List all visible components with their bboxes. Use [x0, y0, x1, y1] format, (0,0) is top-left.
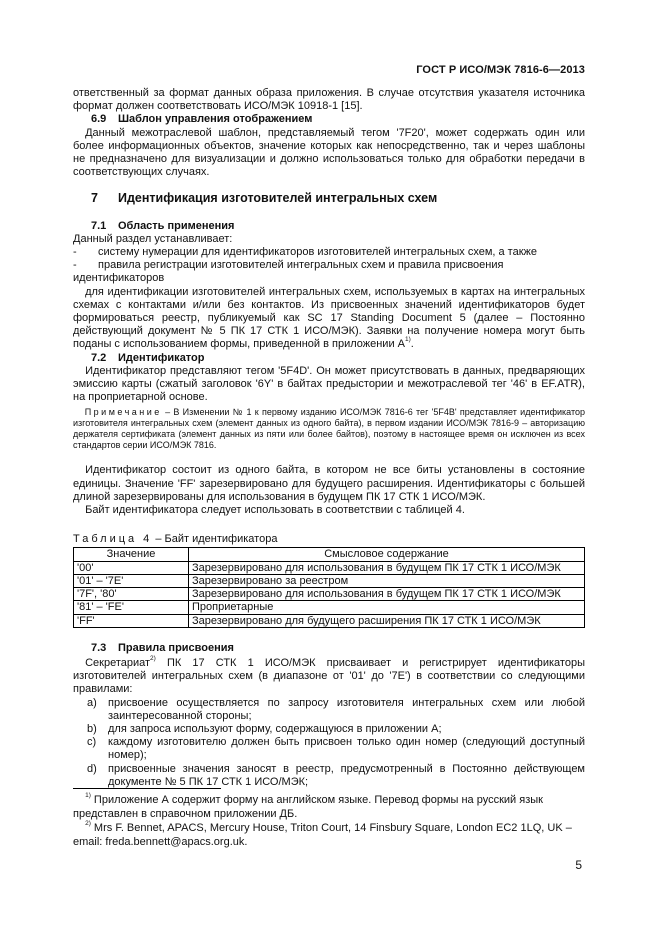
page-number: 5: [575, 858, 582, 872]
list-item: c) каждому изготовителю должен быть присвоен только один номер (следующий доступный номер);: [87, 736, 585, 762]
column-header: Значение: [74, 548, 189, 561]
table-cell: Зарезервировано для использования в будущем ПК 17 СТК 1 ИСО/МЭК: [189, 588, 585, 601]
section-7-3-heading: [73, 642, 585, 655]
page-content: [73, 87, 585, 789]
identifier-byte-table: [73, 547, 585, 627]
table-cell: Зарезервировано за реестром: [189, 574, 585, 587]
note-label: Примечание: [84, 407, 162, 418]
table-row: [74, 574, 585, 587]
section-title: Идентификация изготовителей интегральных схем: [118, 191, 438, 206]
table-cell: Проприетарные: [189, 601, 585, 614]
section-number: 7.2: [91, 351, 107, 364]
table-cell: Зарезервировано для использования в будущем ПК 17 СТК 1 ИСО/МЭК: [189, 561, 585, 574]
list-item: b) для запроса используют форму, содержащуюся в приложении А;: [87, 722, 442, 735]
footnotes: [73, 793, 585, 849]
table-header-row: [74, 548, 585, 561]
table-caption: Таблица 4 – Байт идентификатора: [73, 533, 278, 546]
table-row: [74, 561, 585, 574]
table-cell: '01' – '7E': [74, 574, 189, 587]
table-row: [74, 614, 585, 627]
dash-item: - системy нумерации для идентификаторов изготовителей интегральных схем, а также: [73, 246, 537, 259]
section-7-2-p1: Идентификатор представляют тегом '5F4D'. Он может присутствовать в данных, предваряющих эмиссию карты (сжатый заголовок '6Y' в байтах предыстории и межотраслевой тег '46' в EF.ATR), на проприетарной основе.: [73, 364, 585, 404]
section-7-1-lead: Данный раздел устанавливает:: [73, 232, 233, 245]
table-cell: '00': [74, 561, 189, 574]
section-6-9-text: Данный межотраслевой шаблон, представляемый тегом '7F20', может содержать один или более информационных объектов, значение которых как непосредственно, так и через шаблоны не предназначено для визуализации и должно использоваться только для обработки передачи в соответствующих случаях.: [73, 126, 585, 179]
dash-item-continuation: идентификаторов: [73, 272, 165, 285]
section-7-2-heading: [73, 352, 585, 365]
footnote: $^{1)}$ Приложение А содержит форму на английском языке. Перевод формы на русский язык представлен в справочном приложении ДБ.: [73, 792, 543, 820]
section-number: 7.1: [91, 219, 107, 232]
table-cell: '81' – 'FE': [74, 601, 189, 614]
section-7-1-paragraph: для идентификации изготовителей интегральных схем, используемых в картах на интегральных схемах с контактами и/или без контактов. Из присвоенных значений идентификаторов будет формироваться реестр, публикуемый как SC 17 Standing Document 5 (далее – Постоянно действующий документ № 5 ПК 17 СТК 1 ИСО/МЭК). Заявки на получение номера могут быть поданы с использованием формы, приведенной в приложении $А^{1)}$.: [73, 285, 585, 351]
section-number: 7.3: [91, 641, 107, 654]
table-cell: 'FF': [74, 614, 189, 627]
section-title: Шаблон управления отображением: [118, 113, 313, 126]
section-6-9-heading: [73, 113, 585, 126]
table-row: [74, 588, 585, 601]
intro-paragraph: ответственный за формат данных образа приложения. В случае отсутствия указателя источника формат должен соответствовать ИСО/МЭК 10918-1 [15].: [73, 87, 585, 113]
section-number: 6.9: [91, 113, 107, 126]
section-title: Правила присвоения: [118, 641, 234, 654]
section-title: Идентификатор: [118, 351, 205, 364]
section-7-1-heading: [73, 220, 585, 233]
footnote-ref[interactable]: 1): [405, 336, 411, 344]
list-item: d) присвоенные значения заносят в реестр, предусмотренный в Постоянно действующем документе № 5 ПК 17 СТК 1 ИСО/МЭК;: [87, 762, 585, 788]
table-row: [74, 601, 585, 614]
table-cell: Зарезервировано для будущего расширения ПК 17 СТК 1 ИСО/МЭК: [189, 614, 585, 627]
footnote-ref[interactable]: 2): [150, 654, 156, 662]
section-title: Область применения: [118, 219, 235, 232]
section-7-3-p1: Секретариат$^{2)}$ ПК 17 СТК 1 ИСО/МЭК присваивает и регистрирует идентификаторы изготовителей интегральных схем (в диапазоне от '01' до '7E') в соответствии со следующими правилами:: [73, 654, 585, 696]
section-7-heading: [73, 192, 585, 205]
section-number: 7: [91, 191, 98, 206]
footnote: $^{2)}$ Mrs F. Bennet, APACS, Mercury House, Triton Court, 14 Finsbury Square, London EC2 1LQ, UK – email: freda.bennett@apacs.org.uk.: [73, 820, 572, 848]
standard-header: ГОСТ Р ИСО/МЭК 7816-6—2013: [416, 64, 585, 76]
dash-item: - правила регистрации изготовителей интегральных схем и правила присвоения: [73, 259, 504, 272]
column-header: Смысловое содержание: [189, 548, 585, 561]
section-7-2-p2: Идентификатор состоит из одного байта, в котором не все биты установлены в состояние единицы. Значение 'FF' зарезервировано для будущего расширения. Идентификаторы с большей длиной зарезервированы для использования в будущем ПК 17 СТК 1 ИСО/МЭК.: [73, 464, 585, 503]
list-item: a) присвоение осуществляется по запросу изготовителя интегральных схем или любой заинтересованной стороны;: [87, 696, 585, 722]
section-7-2-p3: Байт идентификатора следует использовать в соответствии с таблицей 4.: [85, 504, 465, 517]
note: Примечание – В Изменении № 1 к первому изданию ИСО/МЭК 7816-6 тег '5F4B' представляет идентификатор изготовителя интегральных схем (элемент данных из одного байта), в первом издании ИСО/МЭК 7816-9 – авторизацию держателя сертификата (элемент данных из пяти или более байтов), поэтому в настоящее время он исключен из всех стандартов серии ИСО/МЭК 7816.: [73, 407, 585, 451]
table-cell: '7F', '80': [74, 588, 189, 601]
footnote-divider: [73, 788, 221, 789]
